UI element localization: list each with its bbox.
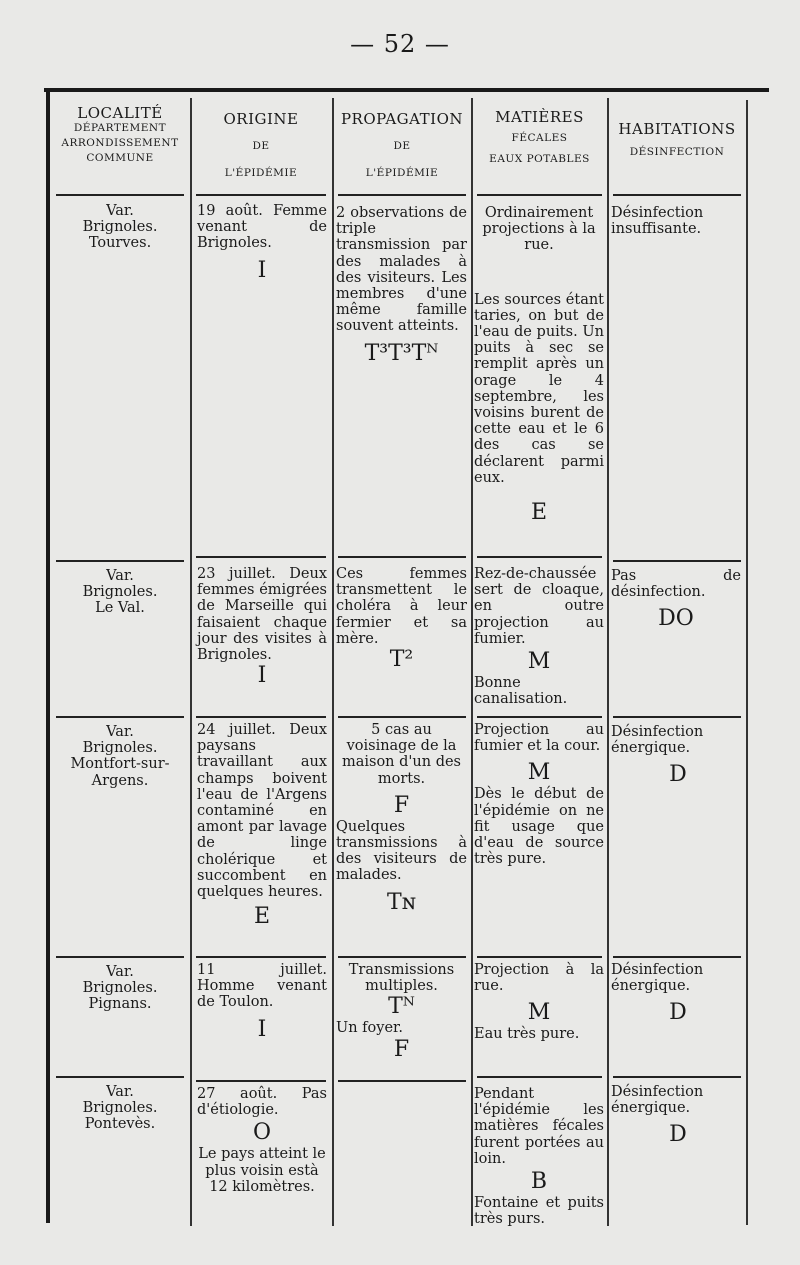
header-matieres: MATIÈRES FÉCALES EAUX POTABLES: [489, 108, 590, 165]
row-rule: [196, 956, 326, 958]
column-divider: [607, 98, 609, 1226]
header-localite: LOCALITÉ DÉPARTEMENT ARRONDISSEMENT COMMUNE: [61, 104, 179, 164]
table-row-3-habitations: Désinfection énergique. D: [611, 724, 745, 788]
row-rule: [338, 716, 466, 718]
header-rule: [56, 194, 184, 196]
header-rule: [613, 194, 741, 196]
row-rule: [613, 1076, 741, 1078]
table-row-3-matieres: Projection au fumier et la cour. M Dès le début de l'épidémie on ne fit usage que d'eau de source très pure.: [474, 722, 604, 868]
table-row-1-origine: 19 août. Femme venant de Brignoles. I: [197, 203, 327, 283]
row-rule: [56, 560, 184, 562]
table-row-4-origine: 11 juillet. Homme venant de Toulon. I: [197, 962, 327, 1042]
code-letter: T³T³Tᴺ: [364, 340, 439, 366]
row-rule: [196, 716, 326, 718]
code-letter: M: [527, 1000, 551, 1026]
column-divider: [332, 98, 334, 1226]
row-rule: [56, 1076, 184, 1078]
code-letter: O: [252, 1120, 272, 1146]
table-row-4-matieres: Projection à la rue. M Eau très pure.: [474, 962, 604, 1043]
header-origine: ORIGINE DE L'ÉPIDÉMIE: [223, 110, 299, 179]
table-row-3-localite: Var. Brignoles. Montfort-sur-Argens.: [70, 724, 170, 789]
row-rule: [338, 556, 466, 558]
row-rule: [56, 956, 184, 958]
code-letter: F: [393, 792, 410, 818]
row-rule: [56, 716, 184, 718]
table-row-2-matieres: Rez-de-chaussée sert de cloaque, en outre projection au fumier. M Bonne canalisation.: [474, 566, 604, 708]
row-rule: [477, 956, 602, 958]
table-row-2-propagation: Ces femmes transmettent le choléra à leur fermier et sa mère. T²: [336, 566, 467, 673]
code-letter: E: [530, 500, 548, 526]
table-row-4-localite: Var. Brignoles. Pignans.: [82, 964, 158, 1013]
code-letter: Tᴺ: [388, 994, 415, 1020]
table-row-1-matieres: Ordinairement projections à la rue. Les sources étant taries, on but de l'eau de puits. Un puits à sec se remplit après un orage le 4 septembre, les voisins burent de cette eau et le 6 des cas se déclarent parmi eux. E: [474, 205, 604, 526]
table-row-2-origine: 23 juillet. Deux femmes émigrées de Marseille qui faisaient chaque jour des visites à Brignoles. I: [197, 566, 327, 689]
page-number: — 52 —: [350, 30, 450, 58]
code-letter: D: [669, 762, 687, 788]
header-rule: [196, 194, 326, 196]
code-letter: D: [669, 1000, 687, 1026]
table-row-1-habitations: Désinfection insuffisante.: [611, 205, 704, 238]
row-rule: [477, 716, 602, 718]
header-propagation: PROPAGATION DE L'ÉPIDÉMIE: [340, 110, 464, 179]
code-letter: T²: [389, 647, 414, 673]
row-rule: [196, 556, 326, 558]
row-rule: [613, 956, 741, 958]
table-row-1-localite: Var. Brignoles. Tourves.: [82, 203, 158, 252]
table-row-1-propagation: 2 observations de triple transmission par des malades à des visiteurs. Les membres d'une même famille souvent atteints. T³T³Tᴺ: [336, 205, 467, 366]
code-letter: E: [253, 904, 271, 930]
code-letter: I: [257, 1016, 267, 1042]
table-top-rule: [44, 88, 769, 92]
code-letter: D: [669, 1122, 687, 1148]
table-row-2-habitations: Pas de désinfection. DO: [611, 568, 741, 632]
column-divider: [190, 98, 192, 1226]
table-row-5-matieres: Pendant l'épidémie les matières fécales furent portées au loin. B Fontaine et puits très purs.: [474, 1086, 604, 1228]
row-rule: [613, 716, 741, 718]
column-divider: [471, 98, 473, 1226]
code-letter: Tɴ: [387, 889, 416, 915]
code-letter: B: [530, 1169, 548, 1195]
table-left-rule: [46, 88, 50, 1223]
row-rule: [338, 956, 466, 958]
table-row-4-habitations: Désinfection énergique. D: [611, 962, 745, 1026]
table-row-2-localite: Var. Brignoles. Le Val.: [82, 568, 158, 617]
table-row-3-origine: 24 juillet. Deux paysans travaillant aux champs boivent l'eau de l'Argens contaminé en amont par lavage de linge cholérique et succombent en quelques heures. E: [197, 722, 327, 930]
code-letter: I: [257, 257, 267, 283]
header-habitations: HABITATIONS DÉSINFECTION: [618, 120, 736, 158]
row-rule: [477, 556, 602, 558]
header-rule: [477, 194, 602, 196]
table-row-5-habitations: Désinfection énergique. D: [611, 1084, 745, 1148]
code-letter: F: [393, 1036, 410, 1062]
code-letter: I: [257, 663, 267, 689]
header-rule: [338, 194, 466, 196]
row-rule: [613, 560, 741, 562]
code-letter: M: [527, 649, 551, 675]
table-right-rule: [746, 100, 748, 1225]
row-rule: [196, 1080, 326, 1082]
table-row-5-localite: Var. Brignoles. Pontevès.: [82, 1084, 158, 1133]
table-row-5-origine: 27 août. Pas d'étiologie. O Le pays atteint le plus voisin està 12 kilomètres.: [197, 1086, 327, 1195]
code-letter: DO: [658, 606, 694, 632]
table-row-3-propagation: 5 cas au voisinage de la maison d'un des morts. F Quelques transmissions à des visiteurs de malades. Tɴ: [336, 722, 467, 915]
table-row-4-propagation: Transmissions multiples. Tᴺ Un foyer. F: [336, 962, 467, 1063]
row-rule: [477, 1076, 602, 1078]
code-letter: M: [527, 760, 551, 786]
row-rule: [338, 1080, 466, 1082]
